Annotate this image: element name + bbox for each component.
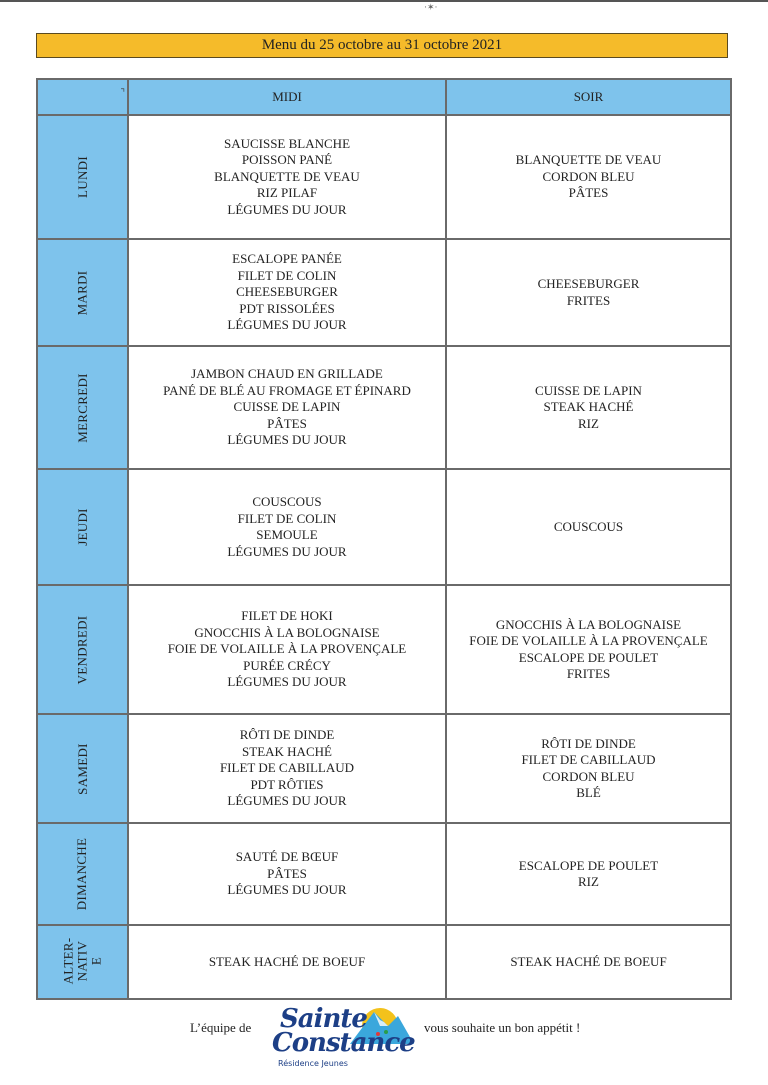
day-name-cell: [37, 714, 128, 823]
dish-item: BLANQUETTE DE VEAU: [214, 168, 360, 184]
dish-item: PÂTES: [267, 865, 307, 881]
footer-right-text: vous souhaite un bon appétit !: [424, 1020, 581, 1035]
dish-item: ESCALOPE DE POULET: [518, 649, 659, 665]
logo-text-constance: Constance: [272, 1028, 415, 1058]
day-name: JEUDI: [74, 508, 90, 546]
midi-cell: [128, 239, 446, 346]
soir-cell: [446, 469, 731, 585]
dish-item: CHEESEBURGER: [537, 276, 640, 291]
midi-cell: [128, 823, 446, 925]
day-row: [37, 925, 731, 999]
column-header-soir: SOIR: [446, 79, 731, 115]
midi-cell: [128, 925, 446, 999]
dish-item: PURÉE CRÉCY: [243, 657, 331, 673]
dish-item: BLANQUETTE DE VEAU: [515, 152, 662, 168]
dish-item: FILET DE COLIN: [237, 510, 337, 526]
soir-cell: [446, 714, 731, 823]
day-name-cell: [37, 823, 128, 925]
day-name-cell: [37, 346, 128, 469]
logo-text-sainte: Sainte: [280, 1004, 367, 1034]
footer-left-text: L’équipe de: [190, 1020, 252, 1035]
column-header-midi: MIDI: [128, 79, 446, 115]
dish-item: ESCALOPE PANÉE: [232, 251, 342, 267]
sainte-constance-logo: [268, 1004, 418, 1072]
dish-item: STEAK HACHÉ: [242, 743, 332, 759]
dish-item: GNOCCHIS À LA BOLOGNAISE: [194, 624, 380, 640]
dish-item: CORDON BLEU: [542, 168, 635, 184]
soir-cell: [446, 925, 731, 999]
dish-item: RÔTI DE DINDE: [239, 727, 335, 743]
corner-mark: ⌝: [120, 88, 125, 99]
dish-item: LÉGUMES DU JOUR: [227, 543, 347, 559]
dish-item: JAMBON CHAUD EN GRILLADE: [191, 366, 383, 382]
day-row: [37, 714, 731, 823]
soir-cell: [446, 115, 731, 239]
dish-item: ESCALOPE DE POULET: [518, 857, 659, 873]
dish-item: PANÉ DE BLÉ AU FROMAGE ET ÉPINARD: [163, 382, 411, 398]
scan-mark: ·✶·: [424, 2, 438, 12]
dish-item: COUSCOUS: [252, 494, 322, 509]
day-row: [37, 239, 731, 346]
dish-item: FOIE DE VOLAILLE À LA PROVENÇALE: [469, 633, 708, 648]
day-name: DIMANCHE: [74, 837, 90, 911]
dish-item: COUSCOUS: [553, 518, 624, 534]
day-name-cell: [37, 239, 128, 346]
dish-item: PDT RISSOLÉES: [239, 300, 335, 316]
dish-item: LÉGUMES DU JOUR: [227, 317, 347, 333]
dish-item: PÂTES: [568, 185, 609, 201]
day-name: SAMEDI: [74, 742, 90, 795]
midi-cell: [128, 115, 446, 239]
menu-title: Menu du 25 octobre au 31 octobre 2021: [36, 33, 728, 58]
dish-item: STEAK HACHÉ DE BOEUF: [510, 953, 667, 969]
dish-item: CORDON BLEU: [542, 768, 635, 784]
day-name-cell: [37, 585, 128, 714]
dish-item: FOIE DE VOLAILLE À LA PROVENÇALE: [167, 641, 407, 657]
midi-cell: [128, 469, 446, 585]
midi-cell: [128, 714, 446, 823]
dish-item: RÔTI DE DINDE: [541, 735, 636, 751]
day-row: [37, 585, 731, 714]
day-name-cell: [37, 115, 128, 239]
soir-cell: [446, 585, 731, 714]
day-name: LUNDI: [74, 156, 90, 198]
day-row: [37, 823, 731, 925]
dish-item: FILET DE COLIN: [237, 267, 337, 283]
dish-item: BLÉ: [576, 785, 601, 800]
dish-item: LÉGUMES DU JOUR: [227, 674, 347, 690]
dish-item: CUISSE DE LAPIN: [535, 382, 642, 398]
corner-cell: [37, 79, 128, 115]
footer: [0, 1004, 768, 1074]
header-row: [37, 79, 731, 115]
menu-body: [37, 115, 731, 999]
day-name: ALTER- NATIV E: [60, 937, 104, 985]
dish-item: GNOCCHIS À LA BOLOGNAISE: [495, 616, 682, 632]
dish-item: LÉGUMES DU JOUR: [227, 882, 347, 898]
soir-cell: [446, 346, 731, 469]
dish-item: LÉGUMES DU JOUR: [227, 432, 347, 448]
logo-subtitle: Résidence Jeunes: [278, 1059, 348, 1068]
midi-cell: [128, 585, 446, 714]
dish-item: PDT RÔTIES: [250, 776, 324, 792]
dish-item: CHEESEBURGER: [236, 284, 338, 300]
dish-item: POISSON PANÉ: [241, 152, 333, 168]
dish-item: RIZ: [578, 874, 599, 889]
dish-item: FILET DE CABILLAUD: [521, 752, 656, 767]
dish-item: PÂTES: [267, 415, 307, 431]
soir-cell: [446, 823, 731, 925]
dish-item: SAUCISSE BLANCHE: [223, 135, 351, 151]
dish-item: FILET DE HOKI: [241, 608, 333, 624]
day-row: [37, 469, 731, 585]
dish-item: FRITES: [566, 666, 611, 681]
dish-item: LÉGUMES DU JOUR: [227, 793, 347, 809]
dish-item: STEAK HACHÉ DE BOEUF: [208, 953, 366, 969]
day-row: [37, 346, 731, 469]
dish-item: CUISSE DE LAPIN: [233, 399, 341, 415]
top-scan-line: [0, 0, 768, 2]
day-name: MARDI: [74, 270, 90, 315]
soir-cell: [446, 239, 731, 346]
dish-item: FRITES: [566, 292, 611, 308]
day-name-cell: [37, 925, 128, 999]
dish-item: STEAK HACHÉ: [543, 399, 634, 415]
day-name: VENDREDI: [74, 615, 90, 684]
menu-table: [36, 78, 732, 1000]
dish-item: SAUTÉ DE BŒUF: [235, 849, 339, 865]
day-row: [37, 115, 731, 239]
day-name: MERCREDI: [74, 372, 90, 443]
dish-item: RIZ: [578, 415, 599, 431]
dish-item: FILET DE CABILLAUD: [219, 760, 355, 776]
dish-item: SEMOULE: [256, 527, 318, 542]
dish-item: LÉGUMES DU JOUR: [227, 201, 347, 217]
midi-cell: [128, 346, 446, 469]
day-name-cell: [37, 469, 128, 585]
dish-item: RIZ PILAF: [256, 185, 318, 201]
